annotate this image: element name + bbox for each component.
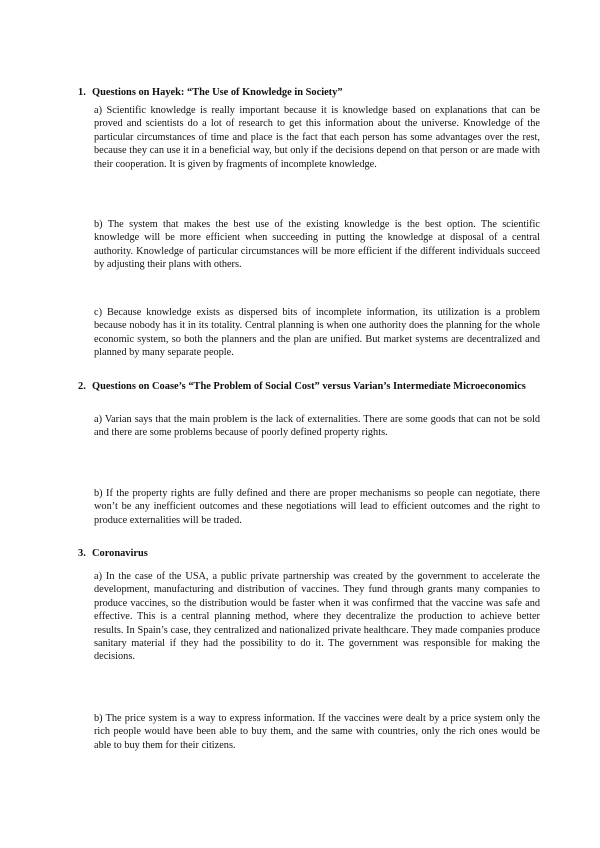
section-2-heading bbox=[78, 380, 540, 393]
section-1-paragraph-b: b) The system that makes the best use of the existing knowledge is the best option. The scientific knowledge will be more efficient when succeeding in putting the knowledge at disposal of a central authority. Knowledge of particular circumstances will be more efficient if the different individuals succeed by adjusting their plans with others. bbox=[94, 219, 540, 271]
section-2-number: 2. bbox=[78, 381, 86, 392]
section-3-paragraph-b: b) The price system is a way to express information. If the vaccines were dealt by a price system only the rich people would have been able to buy them, and the same with countries, only the rich ones would be able to buy them for their citizens. bbox=[94, 713, 540, 751]
section-3-heading bbox=[78, 547, 540, 560]
section-1-title: Questions on Hayek: “The Use of Knowledge in Society” bbox=[92, 87, 343, 98]
section-3-number: 3. bbox=[78, 548, 86, 559]
section-2-paragraph-a: a) Varian says that the main problem is the lack of externalities. There are some goods that can not be sold and there are some problems because of poorly defined property rights. bbox=[94, 414, 540, 439]
section-3-title: Coronavirus bbox=[92, 548, 148, 559]
section-2-title: Questions on Coase’s “The Problem of Social Cost” versus Varian’s Intermediate Microeconomics bbox=[92, 381, 526, 392]
section-1-number: 1. bbox=[78, 87, 86, 98]
section-1-heading bbox=[78, 86, 540, 99]
section-3-paragraph-a: a) In the case of the USA, a public private partnership was created by the government to accelerate the development, manufacturing and distribution of vaccines. They fund through grants many companies to produce vaccines, so the distribution would be faster when it was confirmed that the vaccine was safe and effective. This is a central planning method, where they decentralize the production to achieve better results. In Spain’s case, they centralized and nationalized private healthcare. They made companies produce sanitary material if they had the possibility to do it. The government was responsible for making the decisions. bbox=[94, 571, 540, 663]
section-2-paragraph-b: b) If the property rights are fully defined and there are proper mechanisms so people can negotiate, there won’t be any inefficient outcomes and these negotiations will lead to efficient outcomes and the right to produce externalities will be traded. bbox=[94, 488, 540, 526]
section-1-paragraph-c: c) Because knowledge exists as dispersed bits of incomplete information, its utilization is a problem because nobody has it in its totality. Central planning is when one authority does the planning for the whole economic system, so both the planners and the plan are unified. But market systems are decentralized and planned by many separate people. bbox=[94, 307, 540, 359]
section-1-paragraph-a: a) Scientific knowledge is really important because it is knowledge based on explanations that can be proved and scientists do a lot of research to get this information about the universe. Knowledge of the particular circumstances of time and place is the fact that each person has some advantages over the rest, because they can use it in a beneficial way, but only if the decisions depend on that person or are made with their cooperation. It is given by fragments of incomplete knowledge. bbox=[94, 105, 540, 170]
